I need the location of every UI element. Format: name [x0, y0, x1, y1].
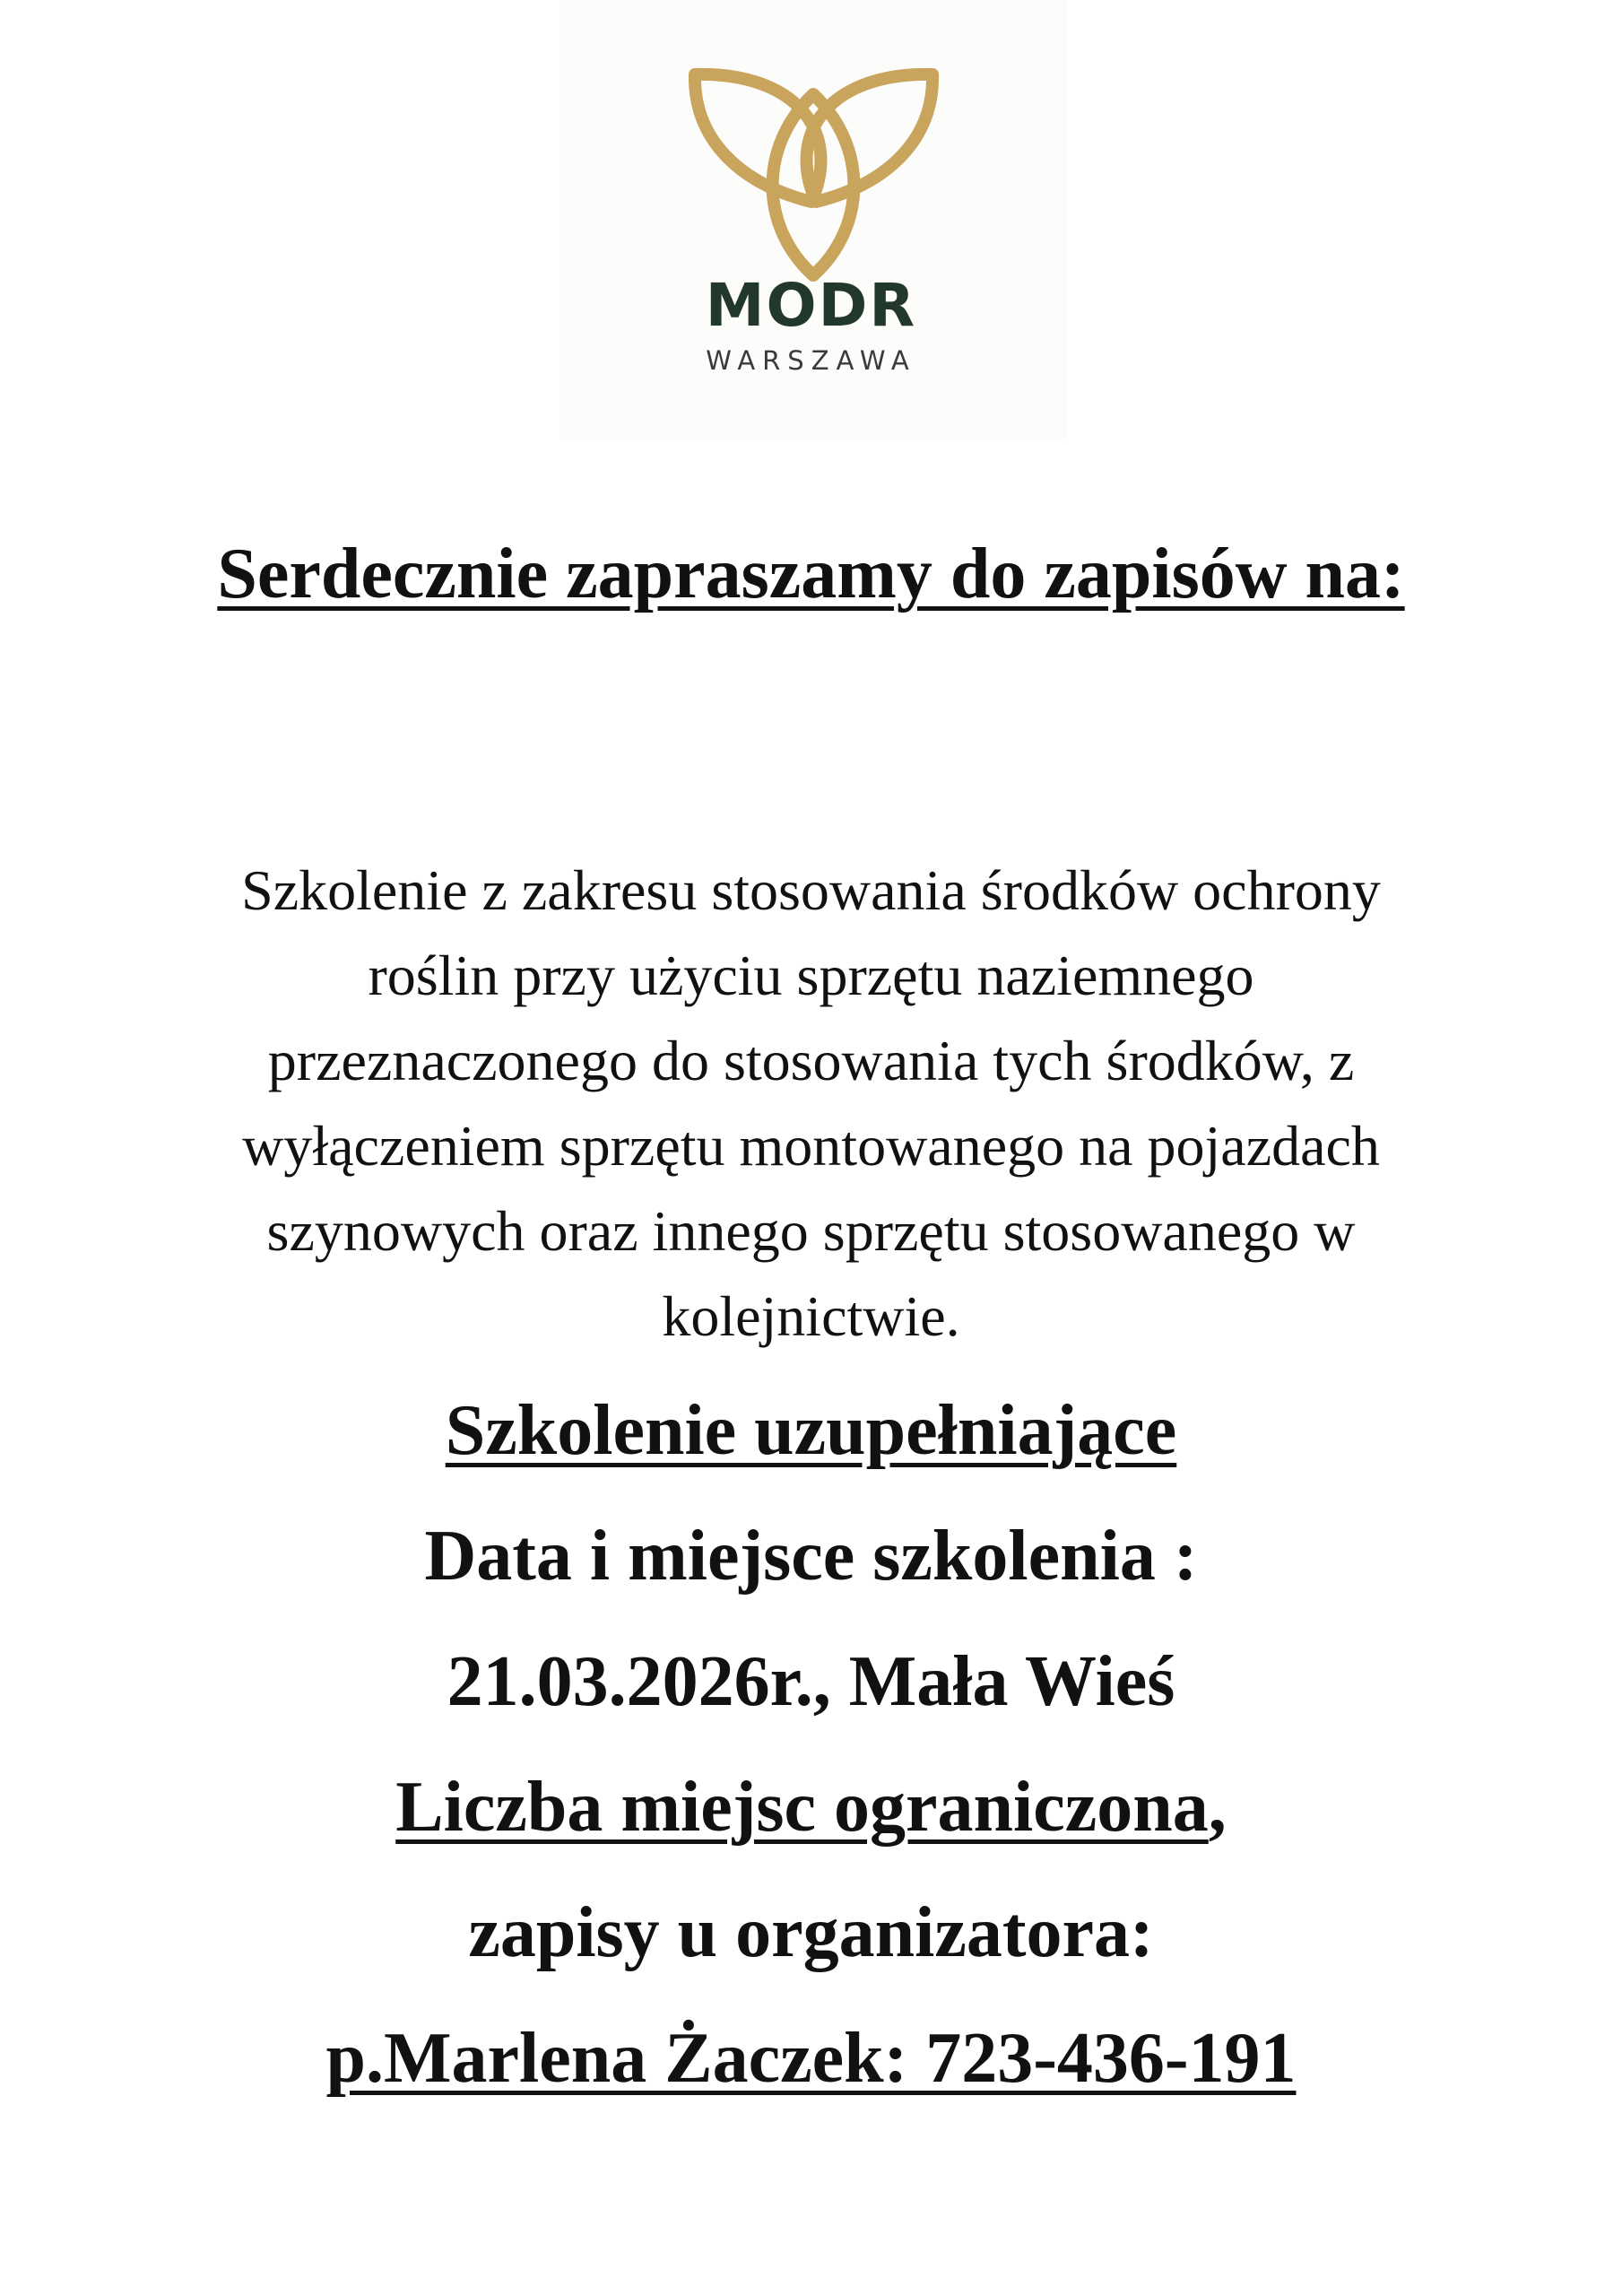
contact-line [0, 2013, 1622, 2103]
training-type-text: Szkolenie uzupełniające [445, 1391, 1177, 1470]
signup-label: zapisy u organizatora: [468, 1893, 1154, 1972]
emblem-right-leaf [807, 74, 933, 202]
invitation-headline: Serdecznie zapraszamy do zapisów na: [217, 535, 1405, 613]
date-place-value: 21.03.2026r., Mała Wieś [447, 1642, 1175, 1721]
training-description: Szkolenie z zakresu stosowania środków ochrony roślin przy użyciu sprzętu naziemnego przeznaczonego do stosowania tych środków, z wyłączeniem sprzętu montowanego na pojazdach szynowych oraz innego sprzętu stosowanego w kolejnictwie. [241, 858, 1381, 1348]
contact-text: p.Marlena Żaczek: 723-436-191 [325, 2019, 1297, 2098]
training-type [0, 1386, 1622, 1475]
emblem-left-leaf [695, 74, 821, 202]
modr-emblem-icon [686, 67, 941, 283]
logo-name: MODR [705, 271, 917, 340]
date-place-label: Data i miejsce szkolenia : [424, 1517, 1198, 1596]
logo-city: WARSZAWA [706, 345, 916, 376]
limited-seats-comma: , [1208, 1768, 1227, 1847]
limited-seats-notice [0, 1762, 1622, 1852]
limited-seats-text: Liczba miejsc ograniczona [395, 1768, 1209, 1847]
